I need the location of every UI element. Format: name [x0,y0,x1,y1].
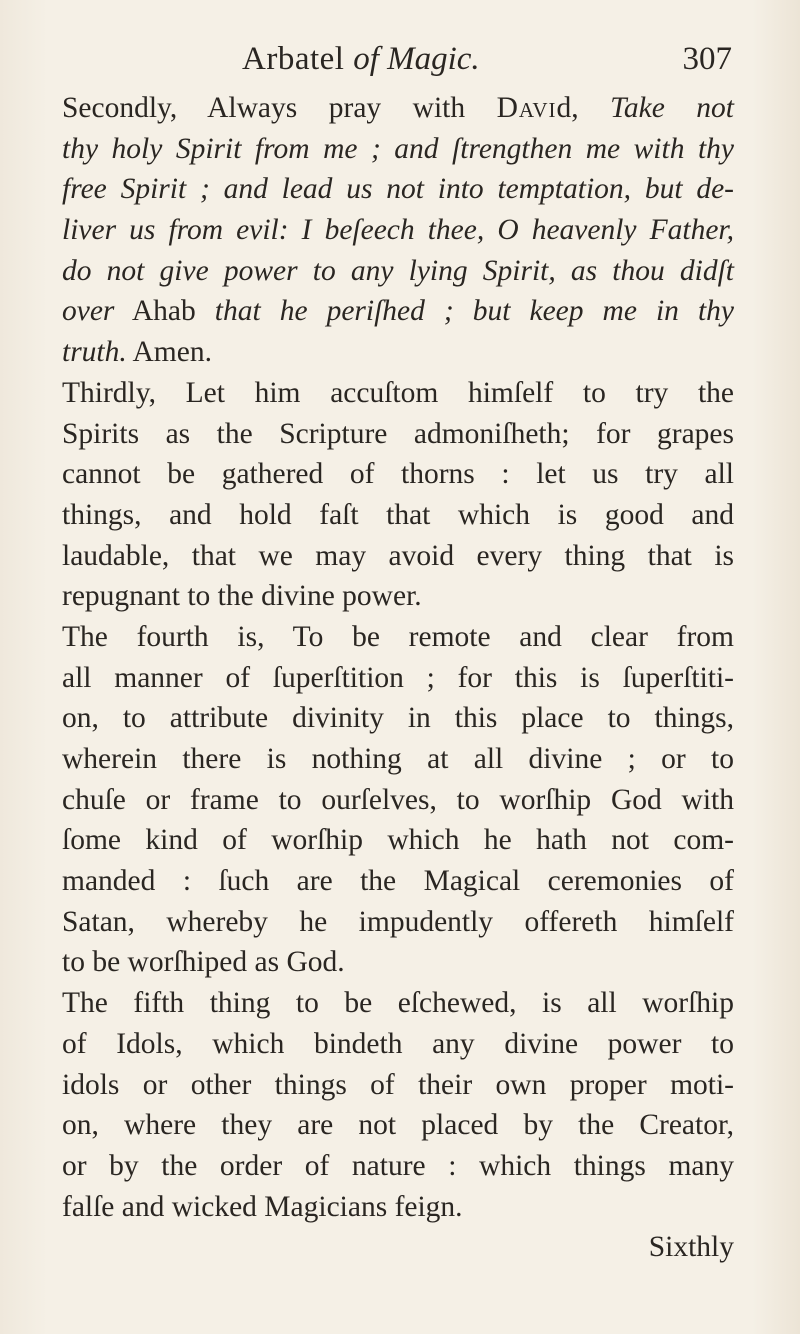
text-segment: Satan, whereby he impudently offereth himſelf [62,905,734,938]
text-line [62,88,734,129]
text-line [62,820,734,861]
text-segment: idols or other things of their own proper moti- [62,1068,734,1101]
text-segment: repugnant to the divine power. [62,580,422,613]
text-segment: cannot be gathered of thorns : let us try all [62,458,734,491]
text-line [62,414,734,455]
text-segment: things, and hold faſt that which is good and [62,498,734,531]
text-line [62,698,734,739]
text-line [62,780,734,821]
text-segment: The fifth thing to be eſchewed, is all worſhip [62,987,734,1020]
text-segment: Thirdly, Let him accuſtom himſelf to try the [62,376,734,409]
text-segment: Davi [496,92,557,124]
text-line [62,902,734,943]
text-segment: manded : ſuch are the Magical ceremonies of [62,865,734,898]
text-segment: The fourth is, To be remote and clear from [62,620,734,653]
text-segment: on, to attribute divinity in this place to things, [62,702,734,735]
text-line [62,658,734,699]
text-line [62,129,734,170]
text-segment: Spirits as the Scripture admoniſheth; for grapes [62,417,734,450]
text-line [62,373,734,414]
body-text [62,88,734,1268]
page-number: 307 [682,41,732,77]
text-segment: truth. [62,336,127,369]
text-segment: liver us from evil: I beſeech thee, O heavenly Father, [62,214,734,247]
catchword: Sixthly [648,1231,734,1264]
text-segment: laudable, that we may avoid every thing that is [62,539,734,572]
text-segment: of Idols, which bindeth any divine power to [62,1027,734,1060]
text-segment: over [62,295,115,328]
running-title: Arbatel [242,41,354,77]
text-line [62,942,734,983]
text-segment: Take not [610,92,734,124]
text-segment: that he periſhed ; but keep me in thy [214,295,734,328]
text-segment: chuſe or frame to ourſelves, to worſhip God with [62,783,734,816]
running-head [242,36,732,82]
text-line [62,1187,734,1228]
text-line [62,1105,734,1146]
text-line [62,291,734,332]
text-line [62,251,734,292]
text-segment: Secondly, Always pray with [62,92,497,124]
text-line [62,1146,734,1187]
text-segment: do not give power to any lying Spirit, as thou didſt [62,254,734,287]
text-segment: wherein there is nothing at all divine ; or to [62,743,734,775]
text-line [62,861,734,902]
text-line [62,169,734,210]
running-title-italic: of Magic. [353,41,480,77]
text-segment: on, where they are not placed by the Creator, [62,1109,734,1142]
text-segment: Amen. [126,336,212,369]
text-line [62,536,734,577]
text-segment: d, [556,92,611,124]
text-line [62,576,734,617]
text-line [62,495,734,536]
text-line [62,454,734,495]
text-line [62,210,734,251]
text-segment: falſe and wicked Magicians feign. [62,1190,463,1223]
text-segment: ſome kind of worſhip which he hath not com- [62,824,734,857]
text-segment: Ahab [114,295,215,328]
text-line [62,332,734,373]
text-line [62,1065,734,1106]
text-segment: thy holy Spirit from me ; and ſtrengthen me with thy [62,132,734,165]
text-line [62,983,734,1024]
text-line [62,1024,734,1065]
text-segment: free Spirit ; and lead us not into temptation, but de- [62,173,734,206]
text-segment: or by the order of nature : which things many [62,1149,734,1182]
text-line [62,617,734,658]
text-segment: to be worſhiped as God. [62,946,345,979]
text-line [62,739,734,780]
text-segment: all manner of ſuperſtition ; for this is ſuperſtiti- [62,661,734,694]
